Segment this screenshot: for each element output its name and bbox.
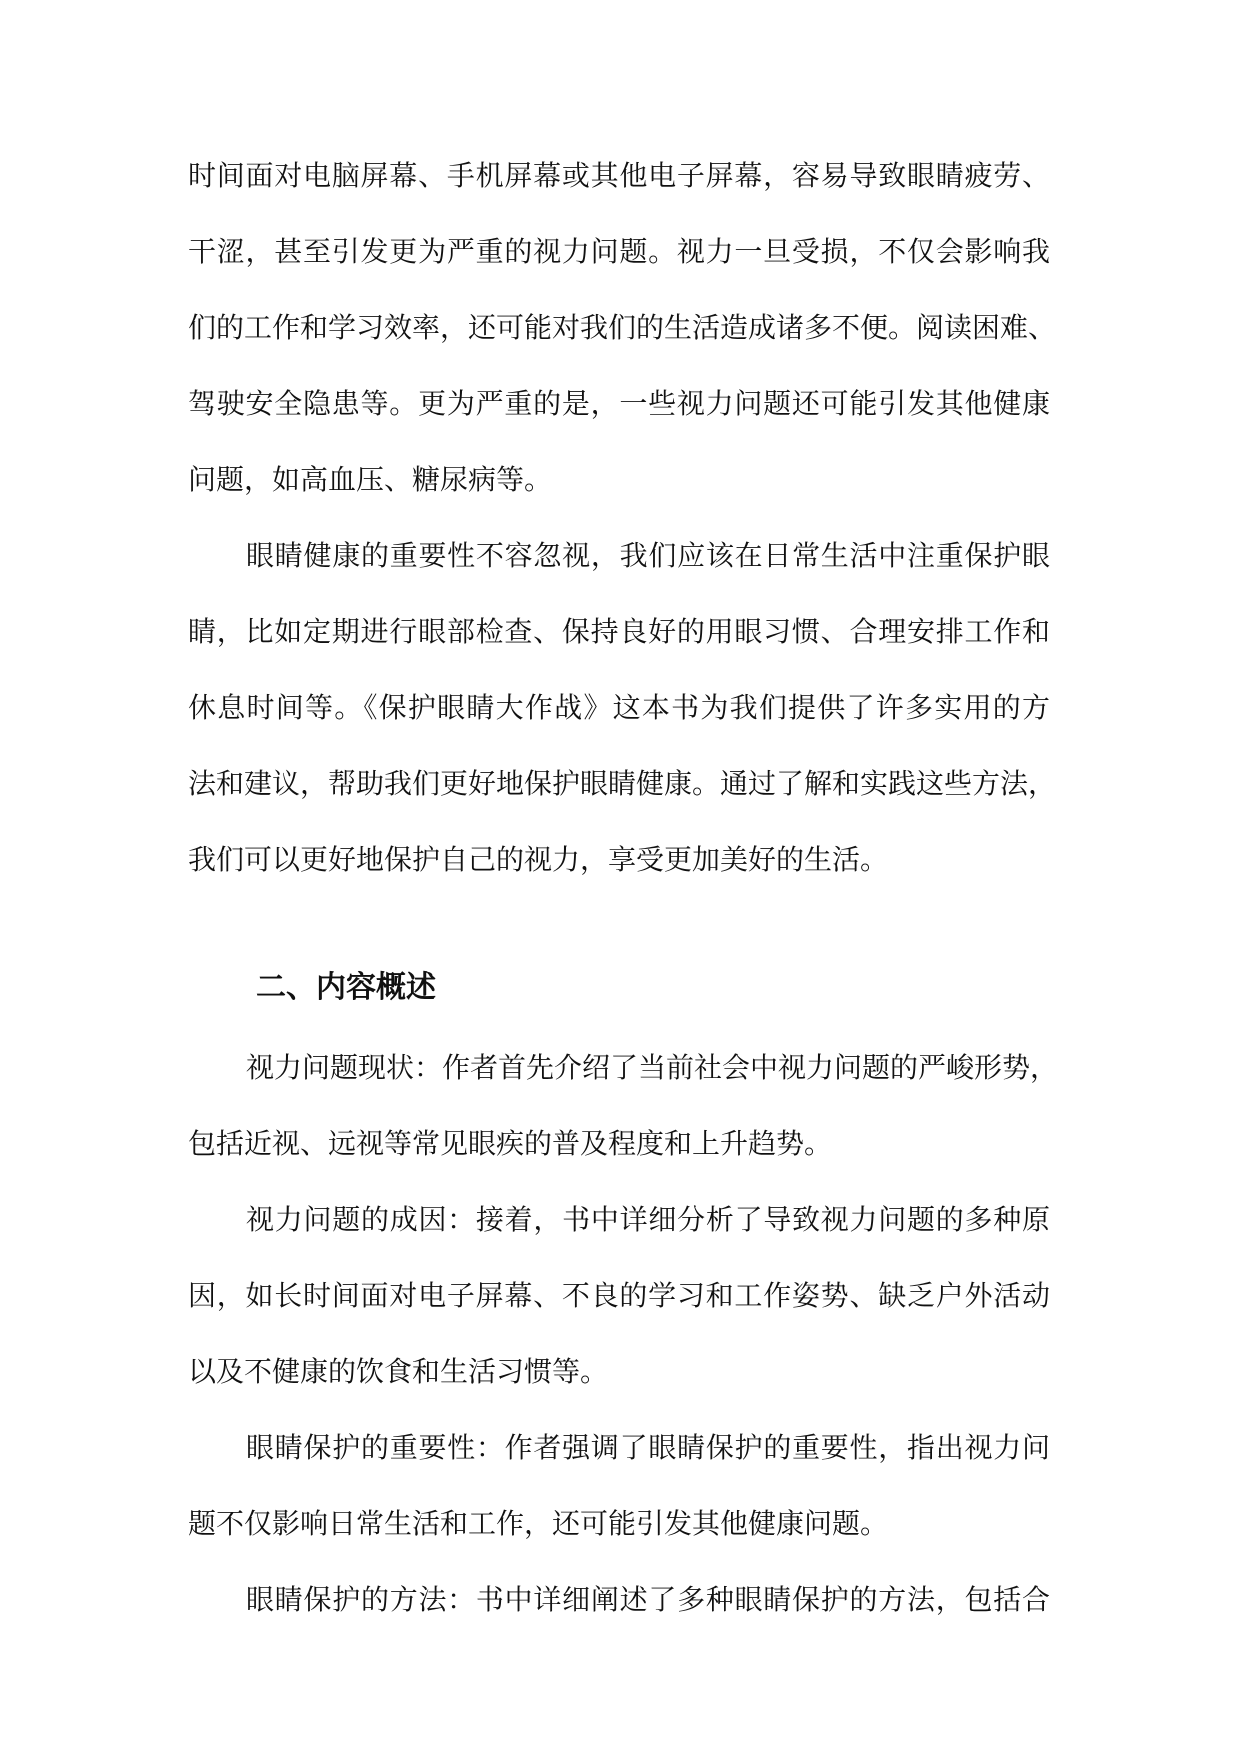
text-line: 题不仅影响日常生活和工作，还可能引发其他健康问题。	[188, 1507, 889, 1540]
text-line: 睛，比如定期进行眼部检查、保持良好的用眼习惯、合理安排工作和	[188, 615, 1050, 648]
spacer	[188, 898, 1050, 950]
text-line: 法和建议，帮助我们更好地保护眼睛健康。通过了解和实践这些方法，	[188, 767, 1057, 800]
text-line: 我们可以更好地保护自己的视力，享受更加美好的生活。	[188, 843, 889, 876]
overview-item-importance	[188, 1410, 1050, 1562]
text-line: 时间面对电脑屏幕、手机屏幕或其他电子屏幕，容易导致眼睛疲劳、	[188, 159, 1050, 192]
overview-item-methods	[188, 1562, 1050, 1638]
text-line: 视力问题的成因：接着，书中详细分析了导致视力问题的多种原	[246, 1203, 1050, 1236]
overview-item-vision-status	[188, 1030, 1059, 1182]
section-heading: 二、内容概述	[256, 970, 436, 1005]
intro-paragraph-1	[188, 138, 1057, 518]
intro-paragraph-2	[188, 518, 1057, 898]
text-line: 们的工作和学习效率，还可能对我们的生活造成诸多不便。阅读困难、	[188, 311, 1057, 344]
text-line: 休息时间等。《保护眼睛大作战》这本书为我们提供了许多实用的方	[188, 691, 1050, 724]
document-body	[188, 138, 1059, 1638]
text-line: 问题，如高血压、糖尿病等。	[188, 463, 553, 496]
text-line: 眼睛健康的重要性不容忽视，我们应该在日常生活中注重保护眼	[246, 539, 1050, 572]
text-line: 因，如长时间面对电子屏幕、不良的学习和工作姿势、缺乏户外活动	[188, 1279, 1050, 1312]
text-line: 干涩，甚至引发更为严重的视力问题。视力一旦受损，不仅会影响我	[188, 235, 1050, 268]
text-line: 驾驶安全隐患等。更为严重的是，一些视力问题还可能引发其他健康	[188, 387, 1050, 420]
text-line: 以及不健康的饮食和生活习惯等。	[188, 1355, 609, 1388]
text-line: 视力问题现状：作者首先介绍了当前社会中视力问题的严峻形势，	[246, 1051, 1059, 1084]
overview-item-causes	[188, 1182, 1050, 1410]
text-line: 包括近视、远视等常见眼疾的普及程度和上升趋势。	[188, 1127, 833, 1160]
text-line: 眼睛保护的方法：书中详细阐述了多种眼睛保护的方法，包括合	[246, 1583, 1050, 1616]
text-line: 眼睛保护的重要性：作者强调了眼睛保护的重要性，指出视力问	[246, 1431, 1050, 1464]
